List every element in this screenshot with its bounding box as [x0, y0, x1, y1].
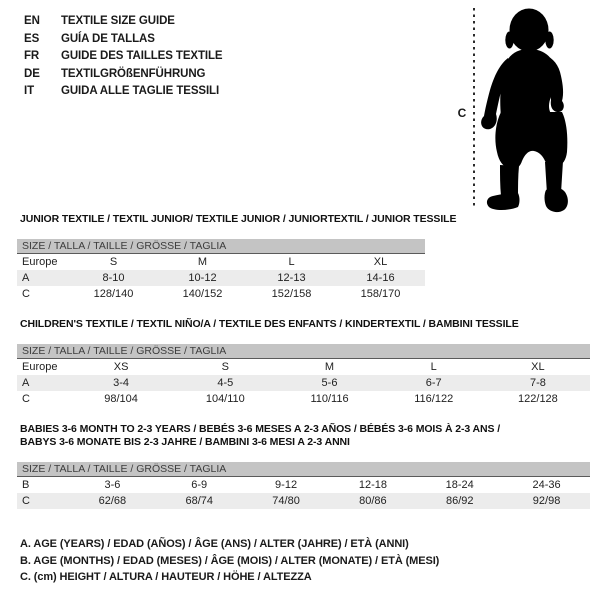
row-label-cell: A: [22, 272, 30, 284]
table-title: [20, 213, 590, 226]
size-cell: 62/68: [98, 495, 127, 507]
size-cell: 12-18: [358, 479, 387, 491]
figure: [440, 0, 600, 220]
language-title: GUIDA ALLE TAGLIE TESSILI: [61, 85, 220, 97]
size-cell: M: [324, 361, 335, 373]
row-label-cell: C: [22, 288, 30, 300]
language-title: GUÍA DE TALLAS: [61, 32, 155, 45]
language-title: TEXTILGRÖßENFÜHRUNG: [61, 67, 206, 80]
language-row: [24, 31, 223, 49]
footnote-line: C. (cm) HEIGHT / ALTURA / HAUTEUR / HÖHE / ALTEZZA: [20, 571, 312, 583]
table-title-line: BABIES 3-6 MONTH TO 2-3 YEARS / BEBÉS 3-6 MESES A 2-3 AÑOS / BÉBÉS 3-6 MOIS À 2-3 ANS /: [20, 423, 501, 435]
size-cell: 6-7: [425, 377, 442, 389]
row-label-cell: Europe: [22, 256, 58, 268]
size-cell: 3-6: [104, 479, 121, 491]
size-cell: 9-12: [275, 479, 298, 491]
language-row: [24, 66, 223, 84]
language-row: [24, 83, 223, 101]
size-table-block-0: [17, 213, 590, 302]
size-cell: 158/170: [360, 288, 401, 300]
size-cell: M: [197, 256, 208, 268]
size-cell: 122/128: [518, 393, 558, 405]
language-code: DE: [24, 67, 40, 80]
row-label-cell: B: [22, 479, 30, 491]
size-cell: XL: [531, 361, 545, 373]
size-cell: 3-4: [113, 377, 130, 389]
size-cell: 152/158: [271, 288, 312, 300]
size-cell: 14-16: [366, 272, 395, 284]
language-code: EN: [24, 15, 40, 27]
table-title-line: JUNIOR TEXTILE / TEXTIL JUNIOR/ TEXTILE JUNIOR / JUNIORTEXTIL / JUNIOR TESSILE: [20, 213, 457, 225]
size-cell: 18-24: [445, 479, 474, 491]
size-cell: 4-5: [217, 377, 234, 389]
size-cell: L: [288, 256, 295, 268]
language-row: [24, 48, 223, 66]
table-title: [20, 318, 590, 331]
table-title: [20, 423, 590, 449]
size-table-block-2: [17, 423, 590, 509]
size-cell: 5-6: [321, 377, 338, 389]
legend-notes: [20, 536, 439, 586]
height-marker-label: C: [457, 106, 467, 120]
size-cell: 86/92: [445, 495, 474, 507]
language-row: [24, 13, 223, 31]
table-row: [17, 375, 590, 391]
size-header-bar: SIZE / TALLA / TAILLE / GRÖSSE / TAGLIA: [17, 462, 590, 477]
size-cell: 10-12: [188, 272, 217, 284]
row-label-cell: Europe: [22, 361, 58, 373]
language-title-list: [24, 13, 223, 101]
size-table: [17, 462, 590, 509]
footnote-line: A. AGE (YEARS) / EDAD (AÑOS) / ÂGE (ANS) / ALTER (JAHRE) / ETÀ (ANNI): [20, 538, 409, 550]
row-label-cell: C: [22, 495, 30, 507]
size-table: [17, 344, 590, 407]
size-table: [17, 239, 425, 302]
size-cell: 104/110: [205, 393, 245, 405]
size-cell: S: [221, 361, 229, 373]
size-cell: 24-36: [532, 479, 561, 491]
size-cell: 7-8: [529, 377, 546, 389]
language-code: IT: [24, 85, 35, 97]
table-row: [17, 477, 590, 493]
table-row: [17, 391, 590, 407]
size-header-bar: SIZE / TALLA / TAILLE / GRÖSSE / TAGLIA: [17, 344, 590, 359]
size-cell: S: [109, 256, 118, 268]
size-cell: XL: [373, 256, 388, 268]
footnote-line: B. AGE (MONTHS) / EDAD (MESES) / ÂGE (MOIS) / ALTER (MONATE) / ETÀ (MESI): [20, 554, 440, 567]
size-cell: 8-10: [102, 272, 125, 284]
language-code: FR: [24, 50, 40, 62]
row-label-cell: C: [22, 393, 30, 405]
size-cell: 68/74: [185, 495, 213, 507]
language-title: GUIDE DES TAILLES TEXTILE: [61, 50, 223, 62]
table-title-line: CHILDREN'S TEXTILE / TEXTIL NIÑO/A / TEXTILE DES ENFANTS / KINDERTEXTIL / BAMBINI TESSILE: [20, 318, 519, 330]
language-code: ES: [24, 32, 40, 45]
table-row: [17, 254, 425, 270]
size-header-bar: SIZE / TALLA / TAILLE / GRÖSSE / TAGLIA: [17, 239, 425, 254]
table-row: [17, 359, 590, 375]
size-cell: 80/86: [359, 495, 387, 507]
table-row: [17, 493, 590, 509]
size-cell: 12-13: [277, 272, 306, 284]
size-cell: 6-9: [191, 479, 208, 491]
size-cell: L: [430, 361, 437, 373]
size-cell: 74/80: [272, 495, 300, 507]
size-cell: 92/98: [532, 495, 561, 507]
table-row: [17, 270, 425, 286]
table-title-line: BABYS 3-6 MONATE BIS 2-3 JAHRE / BAMBINI 3-6 MESI A 2-3 ANNI: [20, 436, 350, 448]
size-tables: [17, 213, 590, 525]
size-cell: 128/140: [93, 288, 134, 300]
size-cell: 140/152: [182, 288, 223, 300]
size-cell: 116/122: [414, 393, 454, 405]
size-cell: 110/116: [310, 393, 349, 405]
row-label-cell: A: [22, 377, 30, 389]
table-row: [17, 286, 425, 302]
language-title: TEXTILE SIZE GUIDE: [61, 15, 175, 27]
size-cell: 98/104: [104, 393, 138, 405]
size-table-block-1: [17, 318, 590, 407]
size-cell: XS: [113, 361, 129, 373]
